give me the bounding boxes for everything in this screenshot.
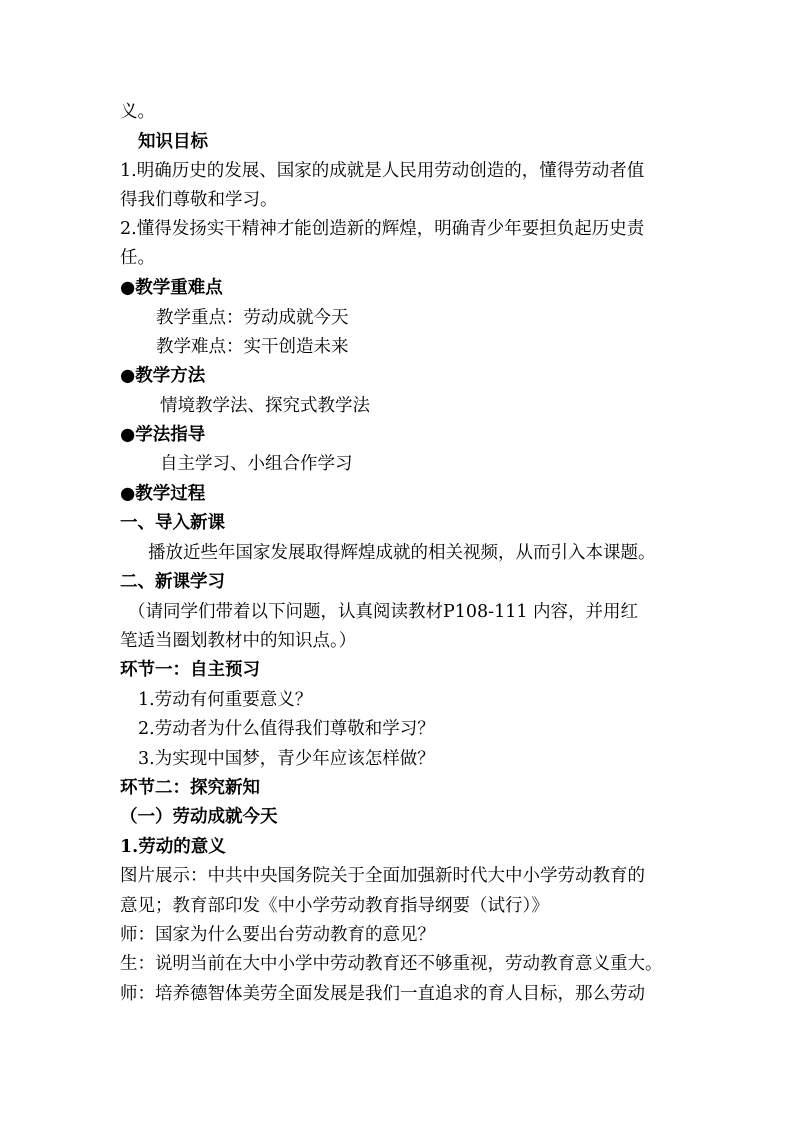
text-line: 图片展示：中共中央国务院关于全面加强新时代大中小学劳动教育的: [120, 866, 645, 886]
list-item: 1.劳动有何重要意义？: [138, 690, 313, 710]
text-line: 任。: [120, 248, 155, 268]
text-line: 情境教学法、探究式教学法: [160, 396, 370, 416]
section-heading: 知识目标: [138, 132, 208, 152]
text-line: 教学难点：实干创造未来: [156, 337, 349, 357]
section-heading: 环节一：自主预习: [120, 660, 260, 680]
text-line: 笔适当圈划教材中的知识点。）: [120, 631, 357, 651]
text-line: 意见；教育部印发《中小学劳动教育指导纲要（试行）》: [120, 896, 549, 916]
text-line: 1.明确历史的发展、国家的成就是人民用劳动创造的，懂得劳动者值: [120, 161, 645, 181]
section-heading: ●学法指导: [120, 425, 206, 445]
section-heading: ●教学过程: [120, 484, 206, 504]
section-heading: 一、导入新课: [120, 513, 225, 533]
list-item: 3.为实现中国梦，青少年应该怎样做？: [138, 749, 435, 769]
section-heading: ●教学重难点: [120, 278, 223, 298]
text-line: （请同学们带着以下问题，认真阅读教材P108-111 内容，并用红: [128, 602, 639, 622]
text-line: 2.懂得发扬实干精神才能创造新的辉煌，明确青少年要担负起历史责: [120, 219, 645, 239]
text-line: 得我们尊敬和学习。: [120, 190, 278, 210]
text-line: 师：国家为什么要出台劳动教育的意见？: [120, 925, 435, 945]
text-line: 教学重点：劳动成就今天: [156, 308, 349, 328]
list-item: 2.劳动者为什么值得我们尊敬和学习？: [138, 719, 435, 739]
section-heading: 二、新课学习: [120, 572, 225, 592]
section-heading: （一）劳动成就今天: [120, 807, 278, 827]
text-line: 自主学习、小组合作学习: [160, 454, 353, 474]
section-heading: 1.劳动的意义: [120, 837, 226, 857]
text-line: 播放近些年国家发展取得辉煌成就的相关视频，从而引入本课题。: [148, 543, 656, 563]
section-heading: ●教学方法: [120, 366, 206, 386]
text-line: 生：说明当前在大中小学中劳动教育还不够重视，劳动教育意义重大。: [120, 954, 663, 974]
text-line: 义。: [120, 102, 155, 122]
text-line: 师：培养德智体美劳全面发展是我们一直追求的育人目标，那么劳动: [120, 984, 645, 1004]
section-heading: 环节二：探究新知: [120, 778, 260, 798]
